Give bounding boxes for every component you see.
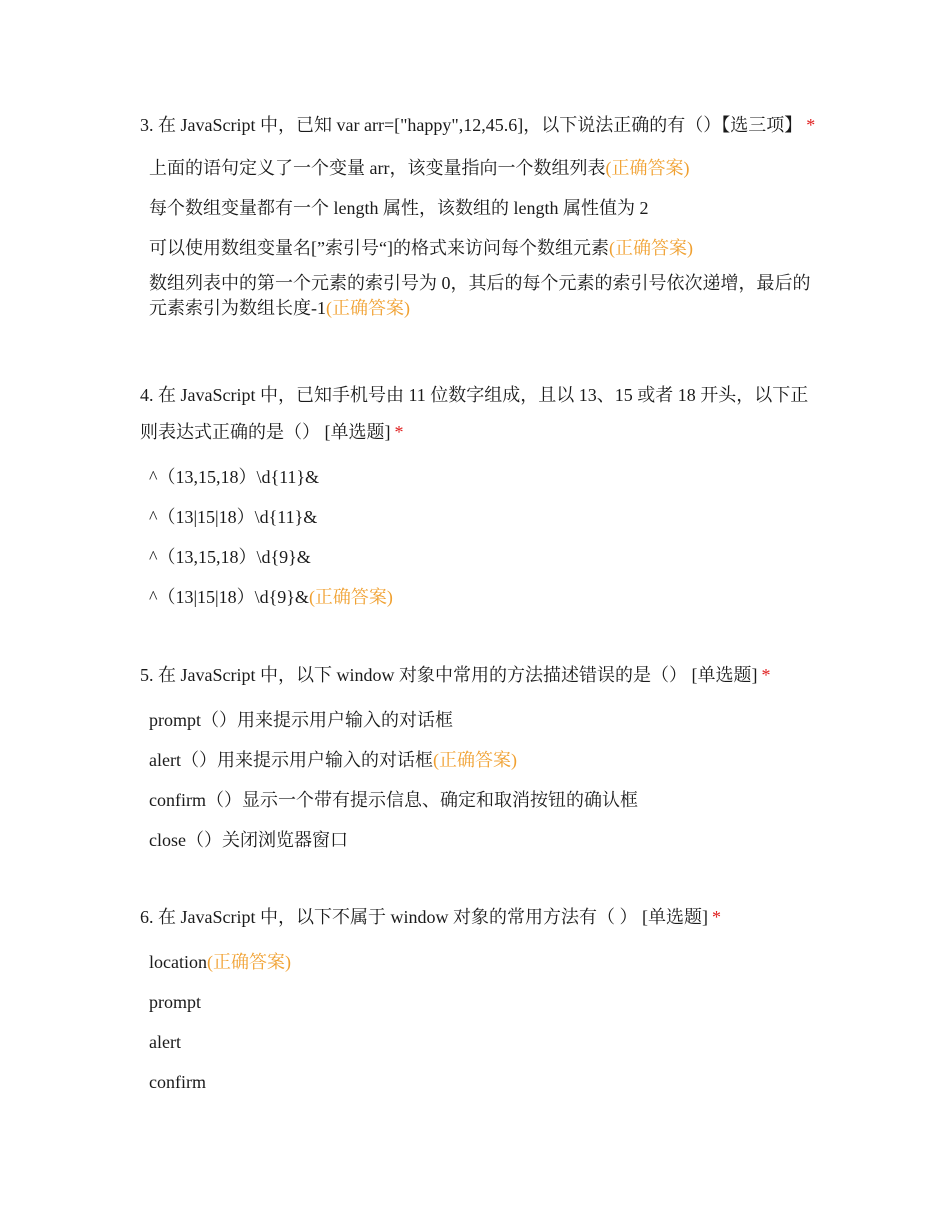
required-mark: * [711,907,721,927]
option-d[interactable]: close（）关闭浏览器窗口 [149,830,348,850]
question-4 [140,377,820,617]
option-b[interactable]: 每个数组变量都有一个 length 属性，该数组的 length 属性值为 2 [149,198,649,218]
required-mark: * [806,115,816,135]
option-a[interactable]: 上面的语句定义了一个变量 arr，该变量指向一个数组列表(正确答案) [149,158,690,178]
option-d[interactable]: 数组列表中的第一个元素的索引号为 0，其后的每个元素的索引号依次递增，最后的元素索引为数组长度-1(正确答案) [149,273,811,318]
question-5 [140,657,820,860]
option-list [149,942,820,1102]
option-c[interactable]: confirm（）显示一个带有提示信息、确定和取消按钮的确认框 [149,790,638,810]
option-a[interactable]: location(正确答案) [149,952,291,972]
option-c[interactable]: ^（13,15,18）\d{9}& [149,547,311,567]
required-mark: * [394,422,404,442]
option-list [149,700,820,860]
question-title: 6. 在 JavaScript 中，以下不属于 window 对象的常用方法有（ ） [单选题] * [140,907,721,927]
question-6 [140,899,820,1102]
correct-answer-label: (正确答案) [432,750,517,770]
option-c[interactable]: alert [149,1032,181,1052]
required-mark: * [761,665,771,685]
option-list [149,457,820,617]
option-d[interactable]: confirm [149,1072,206,1092]
correct-answer-label: (正确答案) [308,587,393,607]
option-a[interactable]: prompt（）用来提示用户输入的对话框 [149,710,453,730]
question-title: 5. 在 JavaScript 中，以下 window 对象中常用的方法描述错误的是（） [单选题] * [140,665,771,685]
option-d[interactable]: ^（13|15|18）\d{9}&(正确答案) [149,587,393,607]
correct-answer-label: (正确答案) [605,158,690,178]
option-b[interactable]: alert（）用来提示用户输入的对话框(正确答案) [149,750,517,770]
correct-answer-label: (正确答案) [206,952,291,972]
question-3 [140,107,820,325]
option-list [149,148,820,325]
option-b[interactable]: ^（13|15|18）\d{11}& [149,507,318,527]
question-title: 3. 在 JavaScript 中，已知 var arr=["happy",12,45.6]，以下说法正确的有（）【选三项】 * [140,115,816,135]
option-a[interactable]: ^（13,15,18）\d{11}& [149,467,320,487]
option-c[interactable]: 可以使用数组变量名[”索引号“]的格式来访问每个数组元素(正确答案) [149,238,693,258]
option-b[interactable]: prompt [149,992,201,1012]
correct-answer-label: (正确答案) [608,238,693,258]
correct-answer-label: (正确答案) [326,298,410,318]
question-title: 4. 在 JavaScript 中，已知手机号由 11 位数字组成，且以 13、15 或者 18 开头，以下正则表达式正确的是（） [单选题] * [140,385,809,442]
